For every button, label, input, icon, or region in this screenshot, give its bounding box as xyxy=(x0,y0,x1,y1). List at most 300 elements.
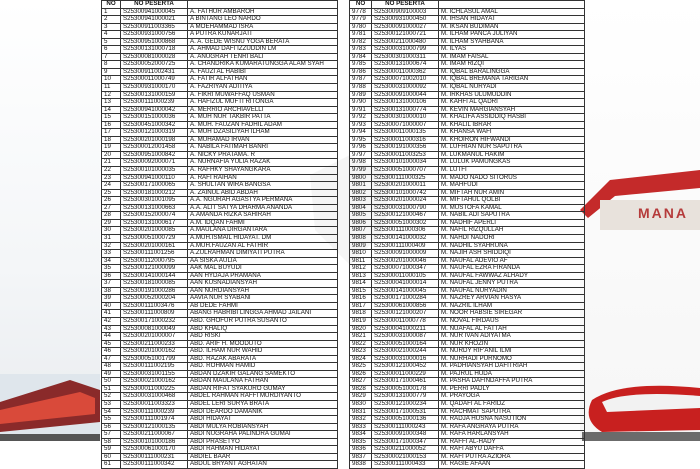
cell-nama: A. RAFHKY SHAYANGKARA xyxy=(188,167,338,175)
cell-no: 9796 xyxy=(350,144,372,152)
table-row xyxy=(350,61,585,69)
table-row xyxy=(350,167,585,175)
cell-no: 21 xyxy=(102,159,121,167)
table-row xyxy=(102,31,338,39)
cell-nama: A. NURNAFIA YULIA RAZAK xyxy=(188,159,338,167)
cell-no-peserta: S25300211000480 xyxy=(372,38,439,46)
cell-no: 9800 xyxy=(350,174,372,182)
cell-no: 9778 xyxy=(350,8,372,16)
cell-nama: AAVIA NUR SYABANI xyxy=(188,295,338,303)
table-row xyxy=(350,182,585,190)
table-row xyxy=(102,99,338,107)
cell-no-peserta: S25300101000742 xyxy=(372,189,439,197)
cell-no-peserta: S25300941000042 xyxy=(121,106,188,114)
table-row xyxy=(350,114,585,122)
cell-nama: A. FIKRI MUWAFFAQ USMAN xyxy=(188,91,338,99)
cell-no-peserta: S25300131000617 xyxy=(121,219,188,227)
cell-nama: A. MUHAMAD IRVAN xyxy=(188,136,338,144)
table-row xyxy=(102,204,338,212)
cell-no-peserta: S25300101000186 xyxy=(121,438,188,446)
table-row xyxy=(350,174,585,182)
cell-no-peserta: S25300171000232 xyxy=(121,317,188,325)
table-row xyxy=(350,446,585,454)
table-row xyxy=(350,317,585,325)
cell-no: 22 xyxy=(102,167,121,175)
cell-no: 44 xyxy=(102,333,121,341)
cell-no: 9818 xyxy=(350,310,372,318)
cell-no-peserta: S25300011000749 xyxy=(121,76,188,84)
train-image-right xyxy=(582,380,700,441)
cell-no-peserta: S25300121000207 xyxy=(372,310,439,318)
table-row xyxy=(102,8,338,16)
cell-no: 28 xyxy=(102,212,121,220)
table-header-row xyxy=(102,1,338,9)
cell-no-peserta: S25300201000198 xyxy=(121,136,188,144)
cell-nama: M. ILHAM SYAHBANA xyxy=(439,38,585,46)
cell-no-peserta: S25300131000159 xyxy=(121,91,188,99)
cell-no: 9834 xyxy=(350,431,372,439)
table-row xyxy=(102,234,338,242)
cell-nama: M. MUSTOFA KAMAL xyxy=(439,204,585,212)
cell-no-peserta: S25300111000243 xyxy=(372,423,439,431)
table-row xyxy=(102,53,338,61)
cell-nama: M. KHALIFA ASSIDDIQ HASBI xyxy=(439,114,585,122)
cell-no: 7 xyxy=(102,53,121,61)
cell-nama: ABDAN MAULANA FATHAN xyxy=(188,378,338,386)
table-row xyxy=(102,385,338,393)
cell-no: 9833 xyxy=(350,423,372,431)
table-row xyxy=(350,257,585,265)
table-row xyxy=(350,227,585,235)
cell-no: 9801 xyxy=(350,182,372,190)
cell-nama: A MOEHAMMAD ISRA xyxy=(188,23,338,31)
cell-no: 9798 xyxy=(350,159,372,167)
cell-nama: ABDEL LERI SURYA BRATA xyxy=(188,400,338,408)
table-row xyxy=(102,242,338,250)
cell-no: 48 xyxy=(102,363,121,371)
cell-nama: M. NAUFAL FAWWAZ ALHADY xyxy=(439,272,585,280)
table-row xyxy=(350,431,585,439)
cell-no: 9790 xyxy=(350,99,372,107)
table-row xyxy=(102,84,338,92)
cell-no: 47 xyxy=(102,355,121,363)
table-row xyxy=(102,38,338,46)
cell-no: 9805 xyxy=(350,212,372,220)
cell-nama: M. LULUK PAMUNGKAS xyxy=(439,159,585,167)
cell-no-peserta: S25300031000799 xyxy=(372,46,439,54)
cell-nama: A.A. NGURAH AGASTYA PERMANA xyxy=(188,197,338,205)
table-row xyxy=(350,438,585,446)
cell-nama: M. NAUFAL NURYADIN xyxy=(439,287,585,295)
table-row xyxy=(350,219,585,227)
cell-nama: AB DEDE FAHMI xyxy=(188,302,338,310)
cell-nama: M. NAUFAL EZRA FIRANDA xyxy=(439,265,585,273)
cell-no: 9791 xyxy=(350,106,372,114)
participant-table-left xyxy=(101,0,338,469)
table-row xyxy=(102,431,338,439)
cell-no: 9797 xyxy=(350,151,372,159)
table-row xyxy=(102,68,338,76)
cell-nama: M. ICHLASUL AMAL xyxy=(439,8,585,16)
cell-no: 9786 xyxy=(350,68,372,76)
cell-no-peserta: S25300011000778 xyxy=(372,317,439,325)
cell-nama: ABD RISKI xyxy=(188,333,338,341)
cell-nama: M. NAUFAL JENNY PUTRA xyxy=(439,280,585,288)
cell-nama: ABDAN DZAKIR GALANG SAMEKTO xyxy=(188,370,338,378)
cell-no-peserta: S25300111000231 xyxy=(121,453,188,461)
cell-no: 35 xyxy=(102,265,121,273)
table-row xyxy=(350,91,585,99)
table-row xyxy=(350,136,585,144)
cell-no: 9785 xyxy=(350,61,372,69)
table-row xyxy=(350,287,585,295)
table-row xyxy=(350,400,585,408)
cell-no-peserta: S25300201000161 xyxy=(121,242,188,250)
cell-no: 20 xyxy=(102,151,121,159)
cell-no: 9781 xyxy=(350,31,372,39)
cell-nama: A. SHULTAN WIRA BANGSA xyxy=(188,182,338,190)
cell-nama: ABDAN RIFAT SYAKURO GUMAY xyxy=(188,385,338,393)
cell-nama: M. IMAM RIZQI xyxy=(439,61,585,69)
cell-nama: M. RAFI ABYU DAFFA xyxy=(439,446,585,454)
train-image-left xyxy=(0,362,110,441)
cell-nama: M. LUTFI xyxy=(439,167,585,175)
cell-no: 53 xyxy=(102,400,121,408)
table-row xyxy=(102,136,338,144)
column-header-nama xyxy=(188,1,338,9)
cell-nama: ABDUL BRYANT AGHATAN xyxy=(188,461,338,469)
cell-no-peserta: S25300181000085 xyxy=(121,280,188,288)
table-row xyxy=(350,144,585,152)
cell-nama: AA SISKA AULIA xyxy=(188,257,338,265)
table-row xyxy=(102,76,338,84)
cell-nama: A. ANUGRAH TENRI BALI xyxy=(188,53,338,61)
cell-no: 9819 xyxy=(350,317,372,325)
cell-no: 50 xyxy=(102,378,121,386)
cell-no: 16 xyxy=(102,121,121,129)
cell-no: 9820 xyxy=(350,325,372,333)
cell-no-peserta: S25300031001155 xyxy=(121,370,188,378)
table-row xyxy=(102,393,338,401)
cell-no: 54 xyxy=(102,408,121,416)
cell-no: 9780 xyxy=(350,23,372,31)
cell-no-peserta: S25300301001095 xyxy=(121,197,188,205)
table-row xyxy=(350,302,585,310)
cell-no: 9826 xyxy=(350,370,372,378)
cell-no: 9810 xyxy=(350,250,372,258)
cell-no-peserta: S25300011000362 xyxy=(372,68,439,76)
table-row xyxy=(102,219,338,227)
cell-no-peserta: S25300121000135 xyxy=(121,423,188,431)
cell-no-peserta: S25300931000170 xyxy=(121,84,188,92)
cell-no-peserta: S25300911003365 xyxy=(121,23,188,31)
cell-no: 9809 xyxy=(350,242,372,250)
cell-no-peserta: S25300051000707 xyxy=(372,167,439,175)
cell-no-peserta: S25300141000144 xyxy=(121,272,188,280)
cell-no: 9812 xyxy=(350,265,372,273)
cell-no: 42 xyxy=(102,317,121,325)
cell-nama: A.A. ALIT SATYA DHARMA ANANDA xyxy=(188,204,338,212)
column-header-no: NO xyxy=(102,1,121,9)
cell-nama: ABDI NUGRAHA PALINDRA GUMAI xyxy=(188,431,338,439)
cell-nama: M. QADAFI AL FARIDZ xyxy=(439,400,585,408)
table-row xyxy=(102,453,338,461)
cell-nama: M. IMAM FAISAL xyxy=(439,53,585,61)
cell-nama: M. KEVIN MARGIANSYAH xyxy=(439,106,585,114)
cell-no: 51 xyxy=(102,385,121,393)
cell-no: 5 xyxy=(102,38,121,46)
cell-no-peserta: S25300011000135 xyxy=(372,129,439,137)
cell-no-peserta: S25300021000244 xyxy=(372,348,439,356)
cell-no: 9794 xyxy=(350,129,372,137)
table-row xyxy=(102,257,338,265)
cell-nama: M. NURDY RIF'ANIL ILMI xyxy=(439,348,585,356)
cell-no: 9789 xyxy=(350,91,372,99)
table-row xyxy=(350,16,585,24)
cell-no: 9807 xyxy=(350,227,372,235)
cell-nama: M. NURHADI PURNOMO xyxy=(439,355,585,363)
cell-no: 43 xyxy=(102,325,121,333)
cell-nama: M. PAJRUL HUDA xyxy=(439,370,585,378)
table-row xyxy=(102,16,338,24)
cell-no-peserta: S25300101000034 xyxy=(372,159,439,167)
cell-nama: M. NADHIF APERLI xyxy=(439,219,585,227)
table-row xyxy=(102,46,338,54)
column-header-nama xyxy=(439,1,585,9)
table-row xyxy=(350,151,585,159)
table-row xyxy=(350,31,585,39)
cell-no: 6 xyxy=(102,46,121,54)
cell-no-peserta: S25300051000729 xyxy=(121,234,188,242)
cell-no: 31 xyxy=(102,234,121,242)
table-row xyxy=(350,385,585,393)
cell-no: 2 xyxy=(102,16,121,24)
cell-no: 9828 xyxy=(350,385,372,393)
table-row xyxy=(350,197,585,205)
cell-no-peserta: S25300021000153 xyxy=(372,453,439,461)
cell-no-peserta: S25300111001974 xyxy=(121,416,188,424)
column-header-no: NO xyxy=(350,1,372,9)
cell-no-peserta: S25300011000225 xyxy=(121,385,188,393)
cell-no-peserta: S25300011000316 xyxy=(372,136,439,144)
cell-nama: M. KHALIL IBRAR xyxy=(439,121,585,129)
table-row xyxy=(350,99,585,107)
table-row xyxy=(102,151,338,159)
cell-nama: A. FAUZI AL HABIBI xyxy=(188,68,338,76)
table-row xyxy=(102,280,338,288)
cell-no-peserta: S25300071002010 xyxy=(372,76,439,84)
cell-no-peserta: S25300211000233 xyxy=(121,340,188,348)
cell-nama: A. FAZRIYAN ADITIYA xyxy=(188,84,338,92)
cell-no-peserta: S25300111000239 xyxy=(121,99,188,107)
cell-no: 18 xyxy=(102,136,121,144)
cell-nama: A. RAFI RAIHAN xyxy=(188,174,338,182)
cell-no: 37 xyxy=(102,280,121,288)
cell-nama: M. MADO NADO SITORUS xyxy=(439,174,585,182)
cell-no-peserta: S25300111000342 xyxy=(121,461,188,469)
cell-no-peserta: S25300111003476 xyxy=(121,302,188,310)
table-row xyxy=(350,68,585,76)
cell-nama: M. NABIL ADI SAPUTRA xyxy=(439,212,585,220)
cell-nama: M. NUR KHOZIN xyxy=(439,340,585,348)
cell-nama: AAN NURDIANSYAH xyxy=(188,287,338,295)
table-row xyxy=(102,446,338,454)
cell-nama: M. PADHIANSYAH DAFITRIAH xyxy=(439,363,585,371)
cell-no-peserta: S25300131000774 xyxy=(372,106,439,114)
cell-no: 9799 xyxy=(350,167,372,175)
cell-no: 30 xyxy=(102,227,121,235)
cell-no: 9830 xyxy=(350,400,372,408)
table-row xyxy=(102,174,338,182)
cell-nama: M. RAFA HARLANSYAH xyxy=(439,431,585,439)
cell-no: 9817 xyxy=(350,302,372,310)
table-row xyxy=(102,348,338,356)
table-row xyxy=(102,265,338,273)
cell-nama: A.MUH.ISMAIL HIDAYAT. DM xyxy=(188,234,338,242)
cell-no: 14 xyxy=(102,106,121,114)
cell-no: 9 xyxy=(102,68,121,76)
cell-no-peserta: S25300141000045 xyxy=(372,287,439,295)
cell-no-peserta: S25300051000178 xyxy=(372,385,439,393)
cell-no-peserta: S25300191000286 xyxy=(121,287,188,295)
cell-no-peserta: S25300051000164 xyxy=(372,340,439,348)
table-row xyxy=(350,378,585,386)
table-row xyxy=(350,461,585,469)
cell-no-peserta: S25300201000007 xyxy=(121,333,188,341)
table-row xyxy=(350,38,585,46)
table-row xyxy=(350,265,585,273)
cell-no-peserta: S25300909100003 xyxy=(372,8,439,16)
table-row xyxy=(350,129,585,137)
cell-nama: ABD KHALIQ xyxy=(188,325,338,333)
cell-no: 9831 xyxy=(350,408,372,416)
cell-no: 58 xyxy=(102,438,121,446)
table-row xyxy=(102,159,338,167)
table-row xyxy=(350,121,585,129)
cell-no-peserta: S25300152000074 xyxy=(121,212,188,220)
cell-nama: ABDI PRASETYO xyxy=(188,438,338,446)
table-row xyxy=(102,114,338,122)
table-row xyxy=(102,317,338,325)
cell-no: 23 xyxy=(102,174,121,182)
cell-no: 32 xyxy=(102,242,121,250)
cell-no-peserta: S25300021000162 xyxy=(121,378,188,386)
table-row xyxy=(350,23,585,31)
table-row xyxy=(102,182,338,190)
cell-no: 39 xyxy=(102,295,121,303)
cell-no: 9787 xyxy=(350,76,372,84)
cell-no-peserta: S25300121000452 xyxy=(372,363,439,371)
table-row xyxy=(102,295,338,303)
cell-no: 9816 xyxy=(350,295,372,303)
cell-nama: M. NADHIL SYAHRUNA xyxy=(439,242,585,250)
cell-no: 9815 xyxy=(350,287,372,295)
cell-no-peserta: S25300451000342 xyxy=(121,121,188,129)
table-row xyxy=(102,400,338,408)
cell-no-peserta: S25300051000136 xyxy=(372,416,439,424)
table-row xyxy=(102,250,338,258)
cell-no-peserta: S25300171000065 xyxy=(121,182,188,190)
cell-nama: M. RAGIE AFAAN xyxy=(439,461,585,469)
cell-no: 9822 xyxy=(350,340,372,348)
cell-nama: ABD. ARIF H. MOODUTO xyxy=(188,340,338,348)
cell-no-peserta: S25300052000725 xyxy=(121,61,188,69)
cell-no-peserta: S25300091000044 xyxy=(372,91,439,99)
cell-nama: M. IHSAN HIDAYAT xyxy=(439,16,585,24)
cell-no: 9835 xyxy=(350,438,372,446)
cell-nama: A PUTRA KUNARJATI xyxy=(188,31,338,39)
cell-no-peserta: S25300951000868 xyxy=(121,38,188,46)
cell-no-peserta: S25300931000756 xyxy=(121,31,188,39)
cell-no-peserta: S25300171000347 xyxy=(372,438,439,446)
table-row xyxy=(350,370,585,378)
cell-nama: A. ZAINUL ABID ABDAH xyxy=(188,189,338,197)
cell-no-peserta: S25300012001458 xyxy=(121,144,188,152)
table-row xyxy=(350,333,585,341)
cell-nama: M. KHANSA WAFI xyxy=(439,129,585,137)
table-row xyxy=(350,423,585,431)
cell-no: 45 xyxy=(102,340,121,348)
table-row xyxy=(102,144,338,152)
cell-no-peserta: S25300051000302 xyxy=(372,219,439,227)
cell-no-peserta: S25300211000052 xyxy=(372,446,439,454)
cell-nama: A. NABILA FATIMAH BANRI xyxy=(188,144,338,152)
cell-no: 52 xyxy=(102,393,121,401)
cell-no-peserta: S25300041000014 xyxy=(372,280,439,288)
cell-no-peserta: S25300011003253 xyxy=(372,151,439,159)
cell-no-peserta: S25300301000311 xyxy=(372,53,439,61)
cell-no: 9823 xyxy=(350,348,372,356)
table-row xyxy=(350,340,585,348)
column-header-no-peserta: NO PESERTA xyxy=(372,1,439,9)
cell-no-peserta: S25300011000105 xyxy=(372,272,439,280)
table-row xyxy=(350,204,585,212)
cell-nama: A. CHANDRIKA KUMARATUNGGA ALAM SYAH xyxy=(188,61,338,69)
cell-nama: ABD. ROHMAN HAMID xyxy=(188,363,338,371)
table-row xyxy=(350,106,585,114)
table-row xyxy=(102,333,338,341)
cell-no: 25 xyxy=(102,189,121,197)
cell-no: 9813 xyxy=(350,272,372,280)
cell-no-peserta: S25300111000239 xyxy=(121,408,188,416)
cell-nama: ABDI HIDAYAT xyxy=(188,416,338,424)
table-row xyxy=(350,46,585,54)
cell-no: 9803 xyxy=(350,197,372,205)
cell-nama: A. AHMAD DAFI IZZUDDIN LM xyxy=(188,46,338,54)
table-row xyxy=(350,416,585,424)
cell-nama: ABD. GHOFUR PUTRA SUSANTO xyxy=(188,317,338,325)
cell-nama: AAN KUSNADIANSYAH xyxy=(188,280,338,288)
cell-no: 9832 xyxy=(350,416,372,424)
cell-no-peserta: S25300091000009 xyxy=(372,250,439,258)
cell-nama: M. MAHFUDI xyxy=(439,182,585,190)
cell-nama: M. PASHA DAFINDAFFA PUTRA xyxy=(439,378,585,386)
cell-nama: M. IKSAN BUDIMAN xyxy=(439,23,585,31)
table-row xyxy=(350,348,585,356)
cell-no: 9827 xyxy=(350,378,372,386)
cell-no-peserta: S25300081000049 xyxy=(121,325,188,333)
cell-no-peserta: S25300081000028 xyxy=(121,53,188,61)
cell-no-peserta: S25300941000110 xyxy=(121,174,188,182)
cell-no-peserta: S25300111000409 xyxy=(372,242,439,250)
banner-text: MANA xyxy=(638,205,688,221)
cell-no: 9825 xyxy=(350,363,372,371)
cell-no: 9837 xyxy=(350,453,372,461)
cell-no-peserta: S25300111001256 xyxy=(121,250,188,258)
cell-no-peserta: S25300941000045 xyxy=(121,8,188,16)
cell-nama: M. NOOR HABSIE SIREGAR xyxy=(439,310,585,318)
cell-no-peserta: S25300201000085 xyxy=(121,227,188,235)
